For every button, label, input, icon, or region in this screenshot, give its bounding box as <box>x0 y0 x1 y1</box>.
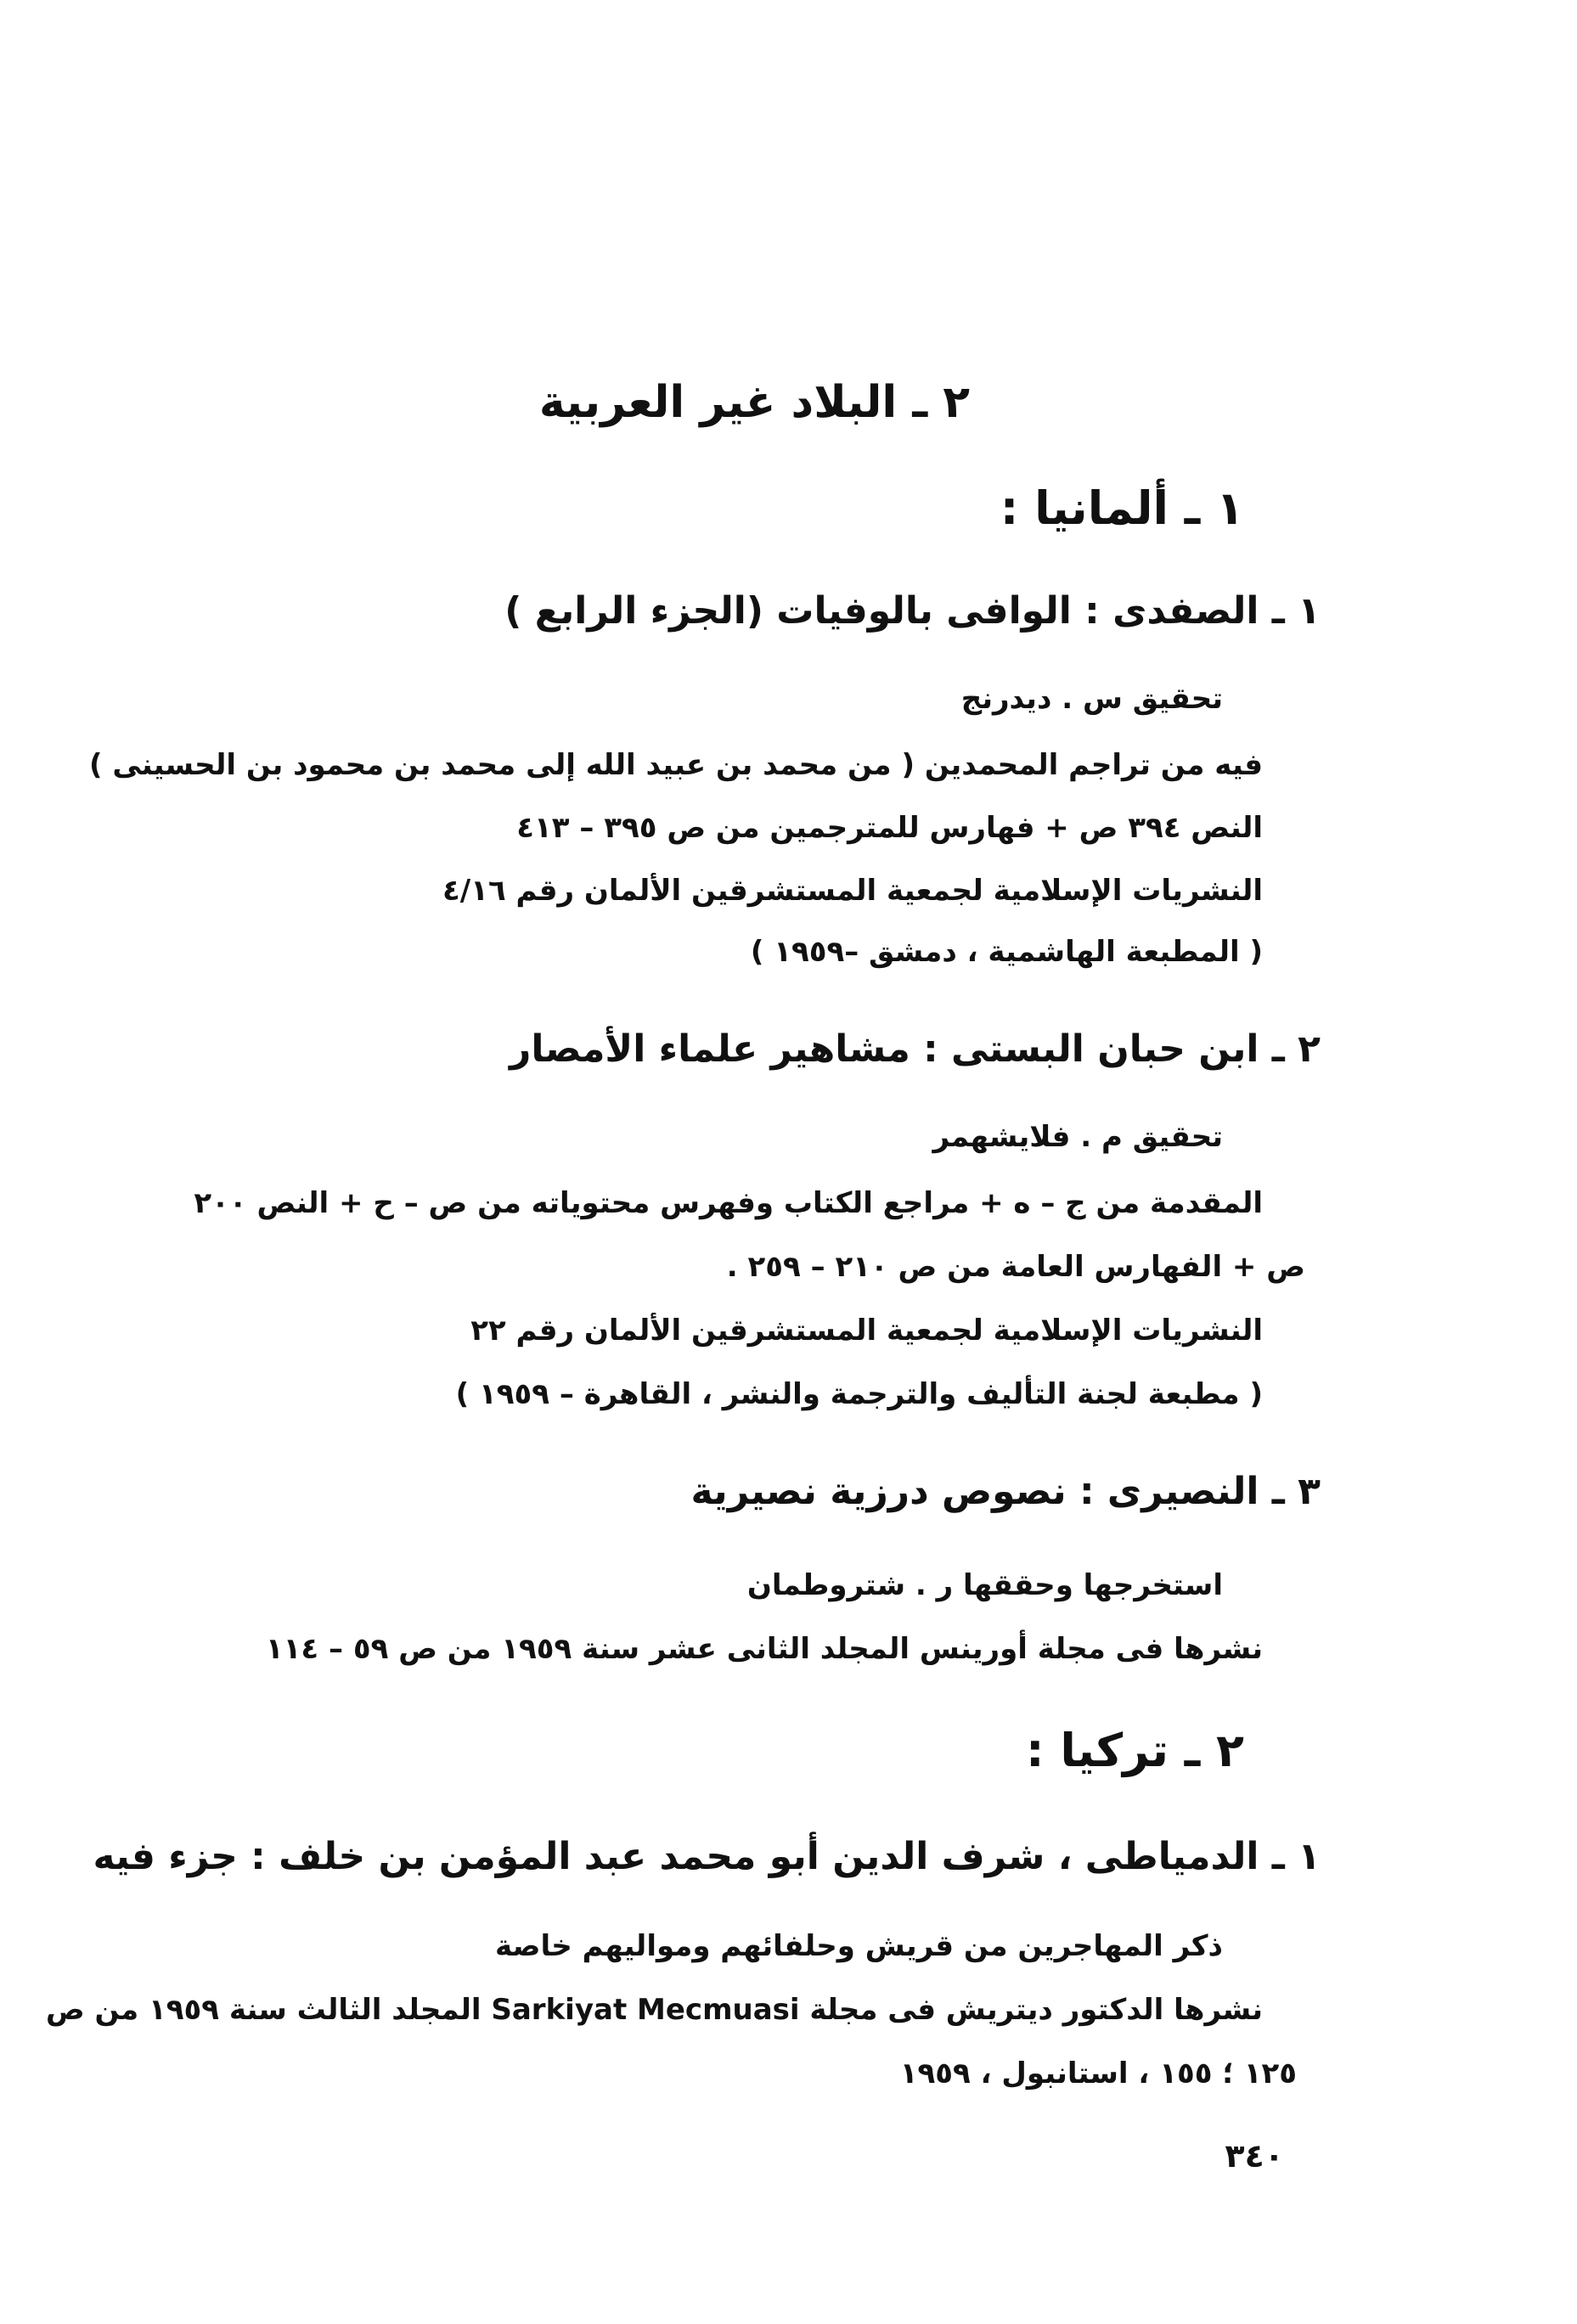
entry-editor: ذكر المهاجرين من قريش وحلفائهم ومواليهم خاصة <box>494 1929 1223 1963</box>
entry-line: فيه من تراجم المحمدين ( من محمد بن عبيد الله إلى محمد بن محمود بن الحسينى ) <box>89 748 1263 782</box>
entry-title: ١ ـ الدمياطى ، شرف الدين أبو محمد عبد المؤمن بن خلف : جزء فيه <box>93 1835 1321 1878</box>
entry-line: نشرها فى مجلة أورينس المجلد الثانى عشر سنة ١٩٥٩ من ص ٥٩ – ١١٤ <box>265 1632 1263 1666</box>
entry-line: ( المطبعة الهاشمية ، دمشق –١٩٥٩ ) <box>750 935 1263 969</box>
page-number: ٣٤٠ <box>1225 2137 1284 2175</box>
country-heading-turkey: ٢ ـ تركيا : <box>1025 1724 1244 1777</box>
entry-line: نشرها الدكتور ديتريش فى مجلة Sarkiyat Mecmuasi المجلد الثالث سنة ١٩٥٩ من ص <box>45 1993 1263 2027</box>
entry-line: ص + الفهارس العامة من ص ٢١٠ – ٢٥٩ . <box>726 1250 1305 1284</box>
entry-line: ١٢٥ ؛ ١٥٥ ، استانبول ، ١٩٥٩ <box>899 2057 1297 2090</box>
entry-editor: تحقيق س . ديدرنج <box>960 682 1223 716</box>
entry-line: ( مطبعة لجنة التأليف والترجمة والنشر ، القاهرة – ١٩٥٩ ) <box>455 1377 1263 1411</box>
entry-line: النص ٣٩٤ ص + فهارس للمترجمين من ص ٣٩٥ – ٤١٣ <box>516 811 1263 845</box>
entry-title: ٢ ـ ابن حبان البستى : مشاهير علماء الأمصار <box>509 1027 1321 1071</box>
entry-editor: تحقيق م . فلايشهمر <box>932 1120 1223 1154</box>
entry-line: المقدمة من ج – ه + مراجع الكتاب وفهرس محتوياته من ص – ح + النص ٢٠٠ <box>194 1186 1263 1220</box>
section-title: ٢ ـ البلاد غير العربية <box>538 377 970 428</box>
entry-title: ١ ـ الصفدى : الوافى بالوفيات (الجزء الرابع ) <box>504 589 1321 633</box>
entry-line: النشريات الإسلامية لجمعية المستشرقين الألمان رقم ٤/١٦ <box>442 874 1263 908</box>
country-heading-germany: ١ ـ ألمانيا : <box>1000 481 1244 535</box>
entry-editor: استخرجها وحققها ر . شتروطمان <box>746 1568 1223 1602</box>
entry-line: النشريات الإسلامية لجمعية المستشرقين الألمان رقم ٢٢ <box>470 1314 1263 1348</box>
entry-title: ٣ ـ النصيرى : نصوص درزية نصيرية <box>690 1470 1321 1513</box>
